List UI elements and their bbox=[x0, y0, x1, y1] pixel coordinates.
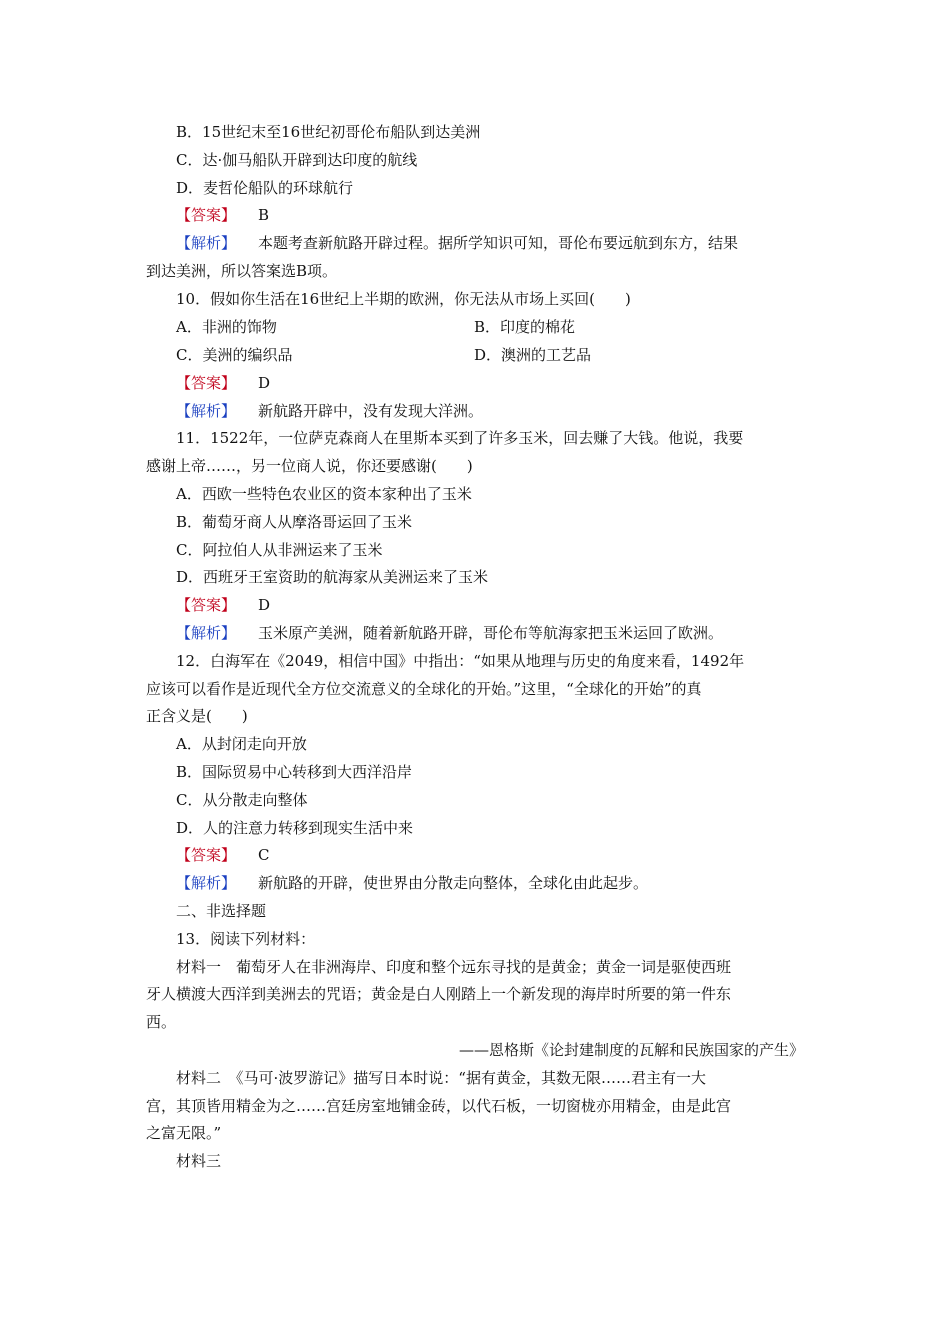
q13-material-1-cont: 牙人横渡大西洋到美洲去的咒语；黄金是白人刚踏上一个新发现的海岸时所要的第一件东 bbox=[146, 985, 732, 1003]
q10-option-c: C．美洲的编织品 bbox=[176, 346, 293, 364]
q13-material-2-cont2: 之富无限。” bbox=[146, 1124, 222, 1142]
explanation-tag: 【解析】 bbox=[176, 624, 237, 642]
q9-option-b: B．15世纪末至16世纪初哥伦布船队到达美洲 bbox=[176, 123, 481, 141]
q11-stem-cont: 感谢上帝……，另一位商人说，你还要感谢( ) bbox=[146, 457, 473, 475]
explanation-tag: 【解析】 bbox=[176, 874, 237, 892]
q13-material-2-cont: 宫，其顶皆用精金为之……宫廷房室地铺金砖，以代石板，一切窗栊亦用精金，由是此宫 bbox=[146, 1097, 732, 1115]
q12-stem-cont2: 正含义是( ) bbox=[146, 707, 248, 725]
q11-option-b: B．葡萄牙商人从摩洛哥运回了玉米 bbox=[176, 513, 413, 531]
answer-tag: 【答案】 bbox=[176, 596, 237, 614]
q12-stem-cont: 应该可以看作是近现代全方位交流意义的全球化的开始。”这里，“全球化的开始”的真 bbox=[146, 680, 702, 698]
explanation-text: 玉米原产美洲，随着新航路开辟，哥伦布等航海家把玉米运回了欧洲。 bbox=[258, 624, 724, 642]
q12-option-d: D．人的注意力转移到现实生活中来 bbox=[176, 819, 414, 837]
q10-stem: 10．假如你生活在16世纪上半期的欧洲，你无法从市场上买回( ) bbox=[176, 290, 631, 308]
explanation-tag: 【解析】 bbox=[176, 234, 237, 252]
q12-option-b: B．国际贸易中心转移到大西洋沿岸 bbox=[176, 763, 413, 781]
q10-option-a: A．非洲的饰物 bbox=[176, 318, 277, 336]
answer-value: B bbox=[258, 206, 270, 224]
answer-tag: 【答案】 bbox=[176, 374, 237, 392]
q13-material-3: 材料三 bbox=[176, 1152, 222, 1170]
q13-stem: 13．阅读下列材料： bbox=[176, 930, 316, 948]
q9-option-d: D．麦哲伦船队的环球航行 bbox=[176, 179, 354, 197]
answer-value: D bbox=[258, 374, 271, 392]
answer-value: C bbox=[258, 846, 270, 864]
explanation-text: 本题考查新航路开辟过程。据所学知识可知，哥伦布要远航到东方，结果 bbox=[258, 234, 739, 252]
q12-option-c: C．从分散走向整体 bbox=[176, 791, 308, 809]
q10-option-b: B．印度的棉花 bbox=[474, 318, 576, 336]
q11-option-d: D．西班牙王室资助的航海家从美洲运来了玉米 bbox=[176, 568, 489, 586]
q13-material-1-cont2: 西。 bbox=[146, 1013, 177, 1031]
section-heading: 二、非选择题 bbox=[176, 902, 267, 920]
q12-stem: 12．白海军在《2049，相信中国》中指出：“如果从地理与历史的角度来看，1492年 bbox=[176, 652, 745, 670]
q12-answer bbox=[176, 845, 270, 865]
q11-answer bbox=[176, 595, 270, 615]
explanation-text: 新航路的开辟，使世界由分散走向整体，全球化由此起步。 bbox=[258, 874, 649, 892]
q9-explanation-cont: 到达美洲，所以答案选B项。 bbox=[146, 262, 338, 280]
q12-explanation bbox=[176, 873, 648, 893]
explanation-text: 新航路开辟中，没有发现大洋洲。 bbox=[258, 402, 484, 420]
q9-explanation bbox=[176, 233, 738, 253]
q11-stem: 11．1522年，一位萨克森商人在里斯本买到了许多玉米，回去赚了大钱。他说，我要 bbox=[176, 429, 744, 447]
answer-value: D bbox=[258, 596, 271, 614]
explanation-tag: 【解析】 bbox=[176, 402, 237, 420]
answer-tag: 【答案】 bbox=[176, 206, 237, 224]
q11-option-a: A．西欧一些特色农业区的资本家种出了玉米 bbox=[176, 485, 472, 503]
q12-option-a: A．从封闭走向开放 bbox=[176, 735, 307, 753]
answer-tag: 【答案】 bbox=[176, 846, 237, 864]
q9-option-c: C．达·伽马船队开辟到达印度的航线 bbox=[176, 151, 418, 169]
q10-explanation bbox=[176, 401, 483, 421]
q13-material-1: 材料一 葡萄牙人在非洲海岸、印度和整个远东寻找的是黄金；黄金一词是驱使西班 bbox=[176, 958, 732, 976]
q13-material-2: 材料二 《马可·波罗游记》描写日本时说：“据有黄金，其数无限……君主有一大 bbox=[176, 1069, 706, 1087]
q9-answer bbox=[176, 205, 269, 225]
q10-answer bbox=[176, 373, 270, 393]
q13-material-1-source: ——恩格斯《论封建制度的瓦解和民族国家的产生》 bbox=[458, 1041, 804, 1059]
q11-option-c: C．阿拉伯人从非洲运来了玉米 bbox=[176, 541, 383, 559]
q10-option-d: D．澳洲的工艺品 bbox=[474, 346, 592, 364]
q11-explanation bbox=[176, 623, 723, 643]
